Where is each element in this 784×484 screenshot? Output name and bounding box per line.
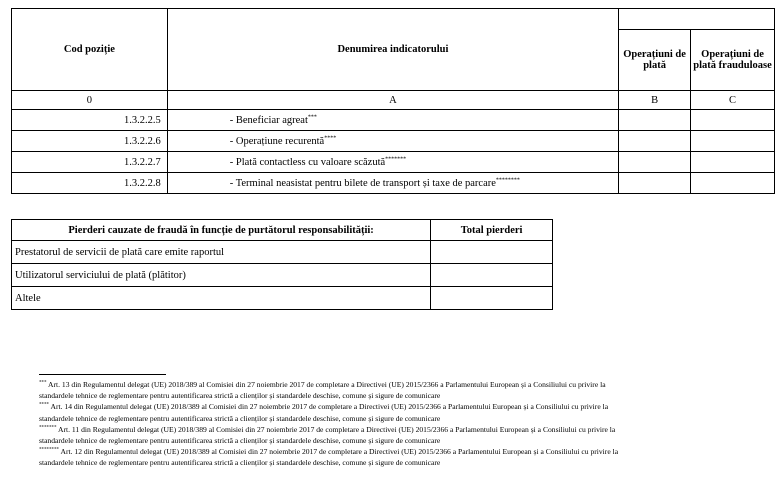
header-name: Denumirea indicatorului: [167, 9, 618, 91]
footnote-mark: ****: [39, 402, 49, 408]
footnote-line2: standardele tehnice de reglementare pentru autentificarea strictă a clienților și standardele deschise, comune și sigure de comunicare: [39, 436, 441, 446]
footnote: [39, 424, 774, 446]
table-row: [12, 287, 553, 310]
row-mark: *******: [385, 156, 407, 162]
row-name: [167, 173, 618, 194]
loss-row-value[interactable]: [431, 287, 553, 310]
letter-name: A: [167, 91, 618, 110]
loss-header-right: Total pierderi: [431, 220, 553, 241]
row-mark: ********: [495, 177, 520, 183]
row-name-text: - Operațiune recurentă: [229, 135, 325, 147]
row-value-b[interactable]: [619, 173, 691, 194]
header-col-b: Operațiuni de plată: [619, 30, 691, 91]
letter-c: C: [691, 91, 775, 110]
row-code: 1.3.2.2.7: [12, 152, 168, 173]
header-col-c: Operațiuni de plată frauduloase: [691, 30, 775, 91]
row-code: 1.3.2.2.8: [12, 173, 168, 194]
row-mark: ****: [324, 135, 337, 141]
footnote-mark: ********: [39, 447, 59, 453]
footnote-line2: standardele tehnice de reglementare pentru autentificarea strictă a clienților și standardele deschise, comune și sigure de comunicare: [39, 413, 441, 423]
row-value-c[interactable]: [691, 110, 775, 131]
table-row: [12, 110, 775, 131]
footnote: [39, 379, 774, 401]
letter-code: 0: [12, 91, 168, 110]
loss-header-left: Pierderi cauzate de fraudă în funcție de purtătorul responsabilității:: [12, 220, 431, 241]
row-value-c[interactable]: [691, 152, 775, 173]
table-row: [12, 264, 553, 287]
row-value-b[interactable]: [619, 110, 691, 131]
header-empty: [619, 9, 775, 30]
footnotes: [39, 379, 774, 469]
table-row: [12, 152, 775, 173]
row-value-c[interactable]: [691, 131, 775, 152]
fraud-losses-table: [11, 219, 553, 310]
table-row: [12, 131, 775, 152]
indicators-table: [11, 8, 775, 194]
row-code: 1.3.2.2.5: [12, 110, 168, 131]
letter-b: B: [619, 91, 691, 110]
row-value-b[interactable]: [619, 131, 691, 152]
footnote-mark: *******: [39, 425, 57, 431]
footnote: [39, 401, 774, 423]
footnote-separator: [39, 374, 166, 375]
row-code: 1.3.2.2.6: [12, 131, 168, 152]
row-name-text: - Beneficiar agreat: [229, 114, 308, 126]
row-name-text: - Plată contactless cu valoare scăzută: [229, 156, 386, 168]
footnote-line1: Art. 13 din Regulamentul delegat (UE) 2018/389 al Comisiei din 27 noiembrie 2017 de completare a Directivei (UE) 2015/2366 a Parlamentului European și a Consiliului cu privire la: [46, 380, 606, 389]
loss-row-label: Prestatorul de servicii de plată care emite raportul: [12, 241, 431, 264]
row-name-text: - Terminal neasistat pentru bilete de transport și taxe de parcare: [229, 177, 496, 189]
loss-row-label: Utilizatorul serviciului de plată (plătitor): [12, 264, 431, 287]
header-code: Cod poziție: [12, 9, 168, 91]
footnote-line1: Art. 12 din Regulamentul delegat (UE) 2018/389 al Comisiei din 27 noiembrie 2017 de completare a Directivei (UE) 2015/2366 a Parlamentului European și a Consiliului cu privire la: [59, 447, 619, 457]
table-row: [12, 173, 775, 194]
table-row: [12, 241, 553, 264]
row-name: [167, 152, 618, 173]
footnote-line1: Art. 11 din Regulamentul delegat (UE) 2018/389 al Comisiei din 27 noiembrie 2017 de completare a Directivei (UE) 2015/2366 a Parlamentului European și a Consiliului cu privire la: [56, 424, 616, 434]
row-name: [167, 131, 618, 152]
loss-row-label: Altele: [12, 287, 431, 310]
footnote-line1: Art. 14 din Regulamentul delegat (UE) 2018/389 al Comisiei din 27 noiembrie 2017 de completare a Directivei (UE) 2015/2366 a Parlamentului European și a Consiliului cu privire la: [49, 402, 609, 412]
footnote-line2: standardele tehnice de reglementare pentru autentificarea strictă a clienților și standardele deschise, comune și sigure de comunicare: [39, 458, 441, 468]
footnote: [39, 446, 774, 468]
footnote-line2: standardele tehnice de reglementare pentru autentificarea strictă a clienților și standardele deschise, comune și sigure de comunicare: [39, 391, 441, 401]
row-mark: ***: [307, 114, 317, 120]
footnote-mark: ***: [39, 380, 47, 386]
loss-row-value[interactable]: [431, 241, 553, 264]
row-name: [167, 110, 618, 131]
row-value-b[interactable]: [619, 152, 691, 173]
loss-row-value[interactable]: [431, 264, 553, 287]
row-value-c[interactable]: [691, 173, 775, 194]
